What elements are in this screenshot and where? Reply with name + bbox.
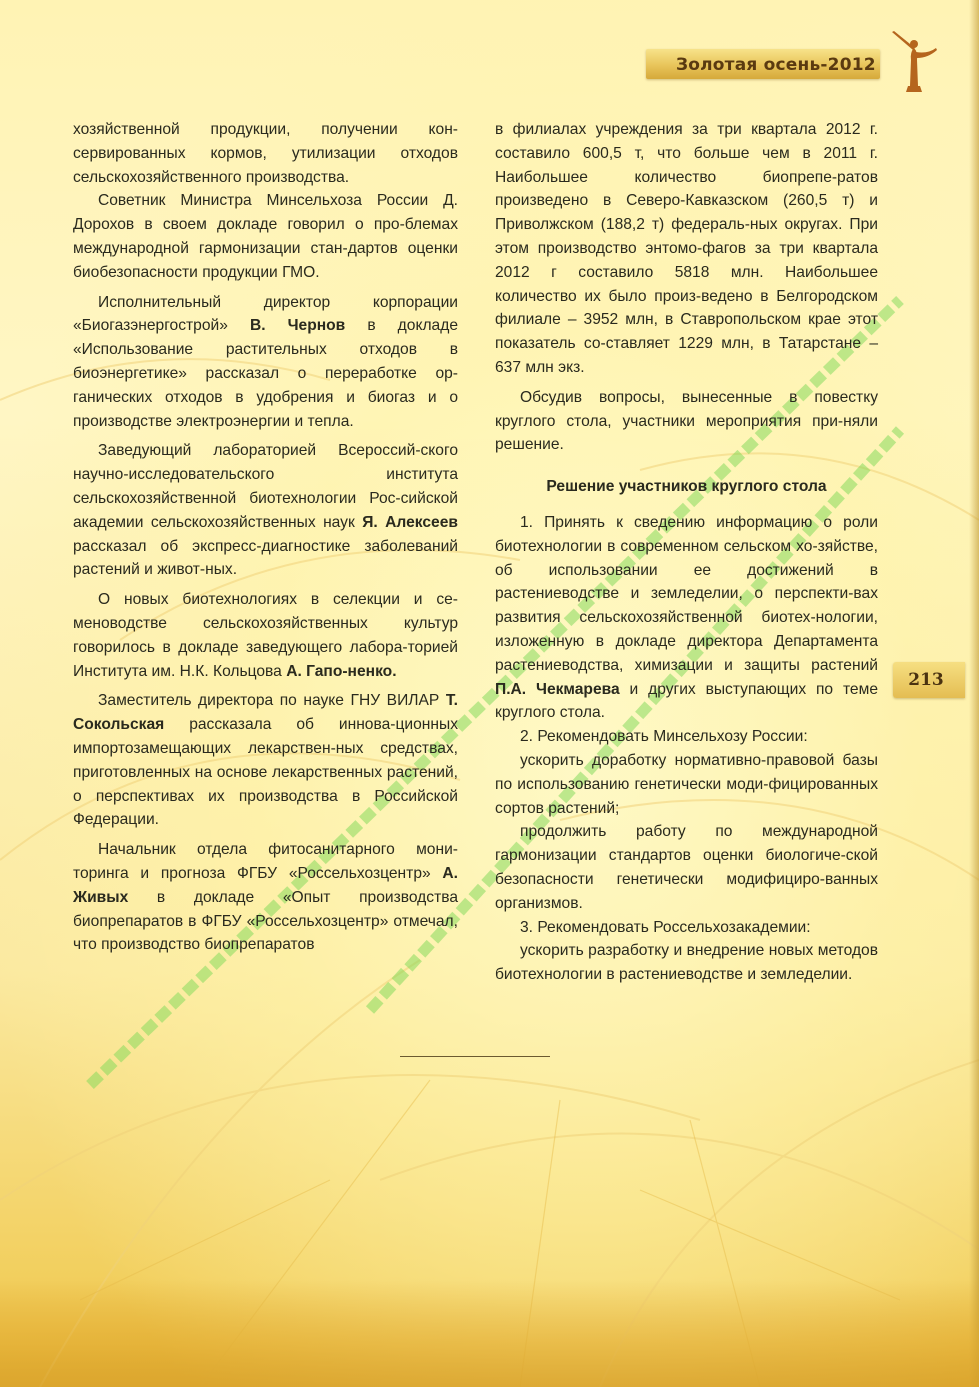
running-header-title: Золотая осень-2012 [676, 55, 876, 75]
paragraph: в филиалах учреждения за три квартала 2012 г. составило 600,5 т, что больше чем в 2011 г. Наибольшее количество биопрепе-ратов произведено в Северо-Кавказском (260,5 т) и Приволжском (188,2 т) федераль-ных округах. При этом производство энтомо-фагов за три квартала 2012 г составило 5818 млн. Наибольшее количество их было произ-ведено в Белгородском филиале – 3952 млн, в Ставропольском крае этот показатель со-ставляет 1229 млн, в Татарстане – 637 млн экз. [495, 121, 878, 376]
paragraph: Обсудив вопросы, вынесенные в повестку круглого стола, участники мероприятия при-няли решение. [495, 388, 878, 454]
speaker-name: Т. Сокольская [73, 692, 458, 734]
paragraph: Советник Министра Минсельхоза России Д. Дорохов в своем докладе говорил о про-блемах международной гармонизации стан-дартов оценки биобезопасности продукции ГМО. [73, 192, 458, 281]
section-title: Решение участников круглого стола [546, 478, 827, 496]
speaker-name: П.А. Чекмарева [495, 680, 620, 698]
page-number: 213 [908, 670, 944, 690]
speaker-name: В. Чернов [249, 317, 346, 335]
monument-icon [884, 28, 944, 94]
speaker-name: А. Гапо-ненко. [286, 662, 397, 680]
decision-subitem: ускорить доработку нормативно-правовой базы по использованию генетически моди-фицированных сортов растений; [495, 751, 878, 817]
speaker-name: Я. Алексеев [362, 513, 458, 531]
paragraph: Заведующий лабораторией Всероссий-ского научно-исследовательского института сельскохозяйственной биотехнологии Рос-сийской академии сельскохозяйственных наук Я. Алексеев рассказал об экспресс-диагностике заболеваний растений и живот-ных. [73, 442, 458, 579]
decision-subitem: продолжить работу по международной гармонизации стандартов оценки биологиче-ской безопасности генетически модифициро-ванных организмов. [495, 823, 878, 912]
speaker-name: А. Живых [73, 864, 458, 906]
paragraph: О новых биотехнологиях в селекции и се-меноводстве сельскохозяйственных культур говорилось в докладе заведующего лабора-торией Института им. Н.К. Кольцова А. Гапо-ненко. [73, 591, 458, 680]
decision-item: 2. Рекомендовать Минсельхозу России: [520, 728, 808, 746]
decision-item: 3. Рекомендовать Россельхозакадемии: [520, 918, 811, 936]
page-edge [969, 0, 979, 1387]
wheat-band [0, 1280, 979, 1387]
paragraph: Заместитель директора по науке ГНУ ВИЛАР Т. Сокольская рассказала об иннова-ционных импортозамещающих лекарствен-ных средствах, приготовленных на основе лекарственных растений, о перспективах их производства в Российской Федерации. [73, 692, 458, 829]
decision-item: 1. Принять к сведению информацию о роли биотехнологии в современном сельском хо-зяйстве, об использовании ее достижений в растениеводстве и земледелии, о перспекти-вах развития сельскохозяйственной биотех-нологии, изложенную в докладе директора Департамента растениеводства, химизации и защиты растений П.А. Чекмарева и других выступающих по теме круглого стола. [495, 513, 878, 722]
left-column [73, 118, 458, 957]
paragraph: Начальник отдела фитосанитарного мони-торинга и прогноза ФГБУ «Россельхозцентр» А. Живых в докладе «Опыт производства биопрепаратов в ФГБУ «Россельхозцентр» отмечал, что производство биопрепаратов [73, 841, 458, 954]
end-divider [400, 1056, 550, 1057]
paragraph: хозяйственной продукции, получении кон-сервированных кормов, утилизации отходов сельскохозяйственного производства. [73, 121, 458, 186]
decision-subitem: ускорить разработку и внедрение новых методов биотехнологии в растениеводстве и земледелии. [495, 942, 878, 984]
right-column [495, 118, 878, 987]
paragraph: Исполнительный директор корпорации «Биогазэнергострой» В. Чернов в докладе «Использование растительных отходов в биоэнергетике» рассказал о переработке ор-ганических отходов в удобрения и биогаз и о производстве электроэнергии и тепла. [73, 293, 458, 430]
